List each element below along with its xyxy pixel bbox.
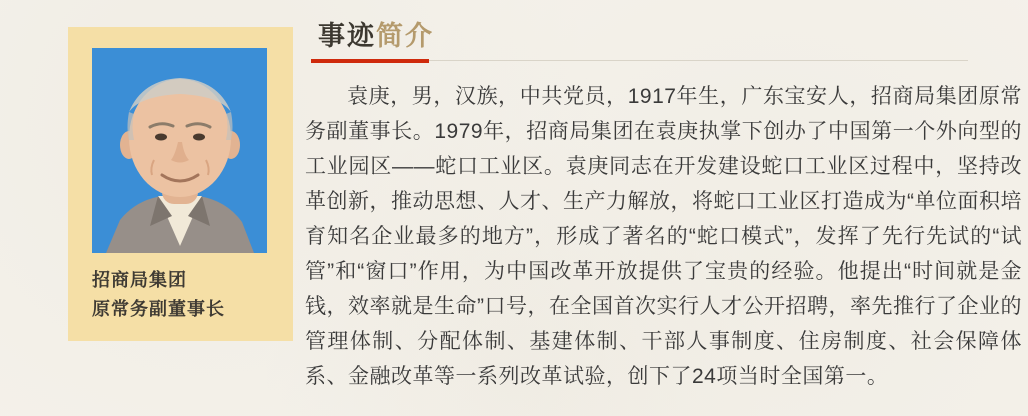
portrait-photo (92, 48, 267, 253)
section-title-part2: 简介 (376, 21, 434, 51)
profile-caption-title: 原常务副董事长 (92, 299, 225, 319)
portrait-photo-illustration (92, 48, 267, 253)
biography-text: 袁庚，男，汉族，中共党员，1917年生，广东宝安人，招商局集团原常务副董事长。1979年，招商局集团在袁庚执掌下创办了中国第一个外向型的工业园区——蛇口工业区。袁庚同志在开发建设蛇口工业区过程中，坚持改革创新，推动思想、人才、生产力解放，将蛇口工业区打造成为“单位面积培育知名企业最多的地方”，形成了著名的“蛇口模式”，发挥了先行先试的“试管”和“窗口”作用，为中国改革开放提供了宝贵的经验。他提出“时间就是金钱，效率就是生命”口号，在全国首次实行人才公开招聘，率先推行了企业的管理体制、分配体制、基建体制、干部人事制度、住房制度、社会保障体系、金融改革等一系列改革试验，创下了24项当时全国第一。 (305, 85, 1022, 388)
biography-section (305, 0, 1022, 416)
title-divider (311, 59, 1022, 63)
section-title-part1: 事迹 (318, 21, 376, 51)
title-divider-accent (311, 59, 429, 63)
section-title (318, 20, 434, 52)
profile-caption (92, 266, 282, 324)
profile-card (68, 27, 293, 341)
profile-caption-org: 招商局集团 (92, 270, 187, 290)
title-divider-line (429, 60, 968, 61)
